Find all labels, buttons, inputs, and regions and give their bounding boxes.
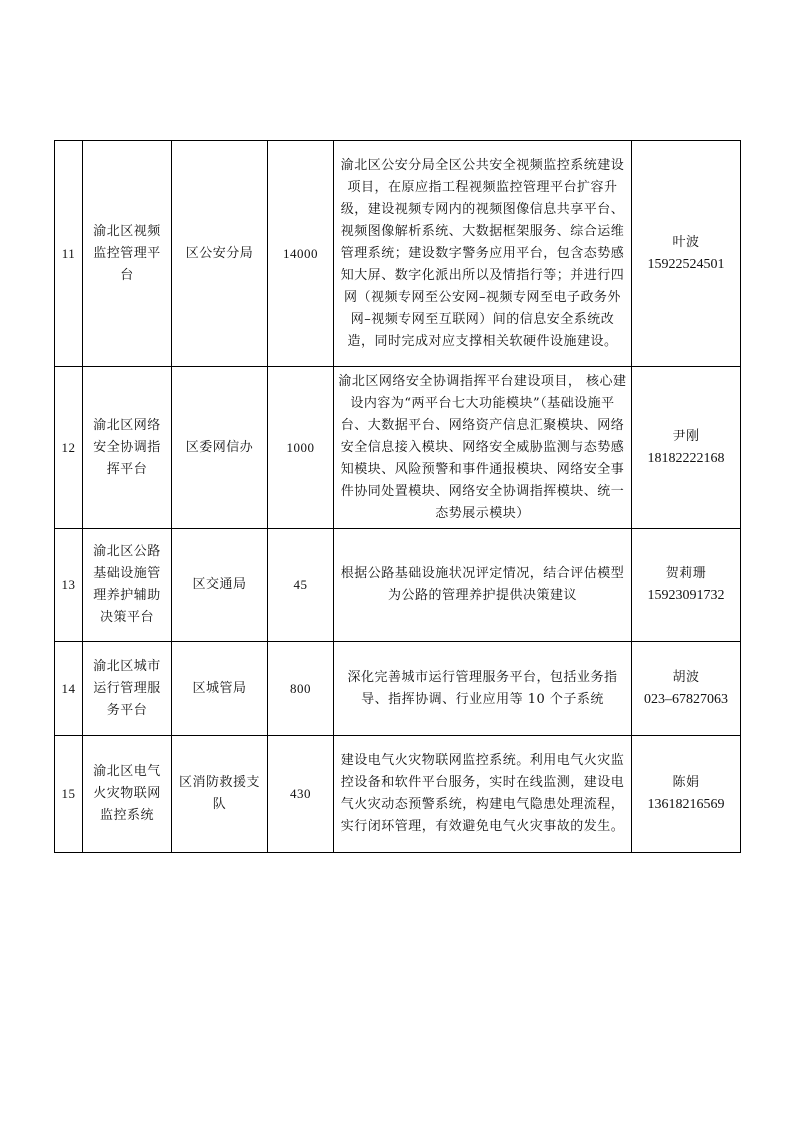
project-name: 渝北区电气火灾物联网监控系统 — [83, 736, 172, 853]
table-row — [55, 529, 741, 642]
contact-phone: 18182222168 — [647, 450, 725, 466]
contact — [632, 736, 741, 853]
contact-name: 贺莉珊 — [665, 566, 707, 581]
row-number: 12 — [55, 367, 83, 529]
project-name: 渝北区视频监控管理平台 — [83, 141, 172, 367]
budget: 45 — [268, 529, 334, 642]
contact — [632, 642, 741, 736]
department: 区交通局 — [172, 529, 268, 642]
contact-phone: 023–67827063 — [644, 691, 728, 707]
project-description: 根据公路基础设施状况评定情况，结合评估模型为公路的管理养护提供决策建议 — [334, 529, 632, 642]
department: 区城管局 — [172, 642, 268, 736]
project-description: 渝北区公安分局全区公共安全视频监控系统建设项目，在原应指工程视频监控管理平台扩容升级，建设视频专网内的视频图像信息共享平台、视频图像解析系统、大数据框架服务、综合运维管理系统；建设数字警务应用平台，包含态势感知大屏、数字化派出所以及情指行等；并进行四网（视频专网至公安网–视频专网至电子政务外网–视频专网至互联网）间的信息安全系统改造，同时完成对应支撑相关软硬件设施建设。 — [334, 141, 632, 367]
row-number: 13 — [55, 529, 83, 642]
table-row — [55, 642, 741, 736]
budget: 1000 — [268, 367, 334, 529]
budget: 14000 — [268, 141, 334, 367]
table-row — [55, 141, 741, 367]
project-description: 建设电气火灾物联网监控系统。利用电气火灾监控设备和软件平台服务，实时在线监测，建设电气火灾动态预警系统，构建电气隐患处理流程，实行闭环管理，有效避免电气火灾事故的发生。 — [334, 736, 632, 853]
table-row — [55, 736, 741, 853]
project-description: 深化完善城市运行管理服务平台，包括业务指导、指挥协调、行业应用等 10 个子系统 — [334, 642, 632, 736]
contact-name: 叶波 — [672, 234, 700, 250]
budget: 800 — [268, 642, 334, 736]
row-number: 15 — [55, 736, 83, 853]
contact-phone: 13618216569 — [647, 797, 725, 812]
project-description: 渝北区网络安全协调指挥平台建设项目， 核心建设内容为“两平台七大功能模块”（基础设施平台、大数据平台、网络资产信息汇聚模块、网络安全信息接入模块、网络安全威胁监测与态势感知模块、风险预警和事件通报模块、网络安全事件协同处置模块、网络安全协调指挥模块、统一态势展示模块） — [334, 367, 632, 529]
contact-name: 胡波 — [672, 669, 700, 685]
department: 区公安分局 — [172, 141, 268, 367]
contact — [632, 529, 741, 642]
project-name: 渝北区城市运行管理服务平台 — [83, 642, 172, 736]
contact-phone: 15923091732 — [647, 588, 725, 603]
projects-table — [54, 140, 741, 853]
budget: 430 — [268, 736, 334, 853]
contact-name: 尹刚 — [672, 428, 700, 444]
project-name: 渝北区网络安全协调指挥平台 — [83, 367, 172, 529]
contact-phone: 15922524501 — [647, 256, 725, 272]
table-row — [55, 367, 741, 529]
contact — [632, 141, 741, 367]
department: 区委网信办 — [172, 367, 268, 529]
contact — [632, 367, 741, 529]
project-name: 渝北区公路基础设施管理养护辅助决策平台 — [83, 529, 172, 642]
contact-name: 陈娟 — [672, 775, 700, 790]
row-number: 14 — [55, 642, 83, 736]
department: 区消防救援支队 — [172, 736, 268, 853]
row-number: 11 — [55, 141, 83, 367]
